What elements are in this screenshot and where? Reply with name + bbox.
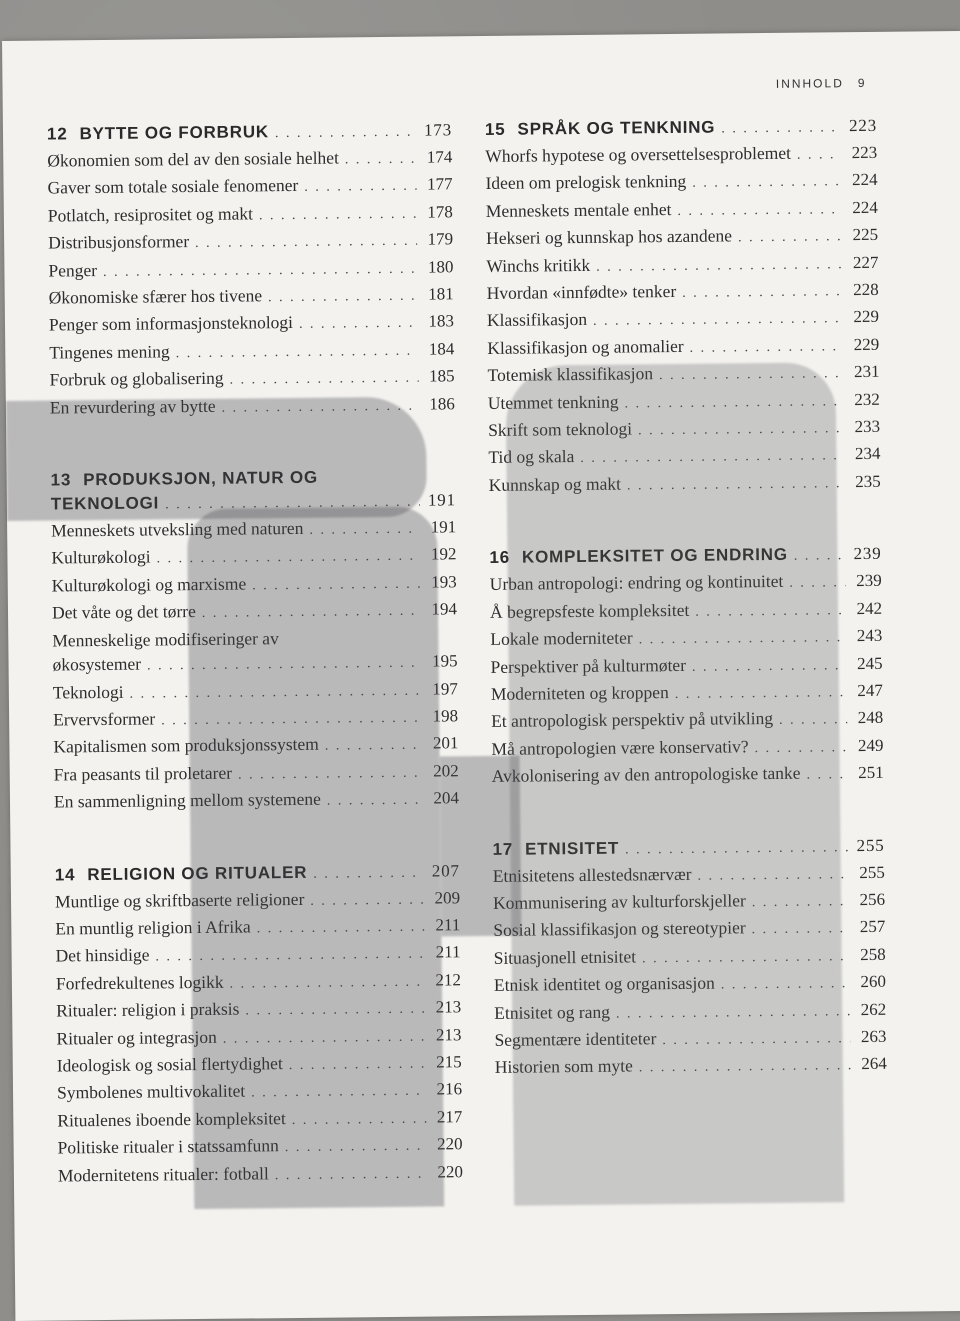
toc-entry[interactable]	[487, 304, 879, 336]
entry-title: Kulturøkologi og marxisme	[51, 573, 247, 596]
entry-title: Kommunisering av kulturforskjeller	[492, 890, 746, 913]
chapter-title: RELIGION OG RITUALER	[87, 862, 308, 884]
entry-page-number: 212	[435, 970, 461, 990]
entry-page-number: 213	[435, 997, 462, 1017]
toc-entry[interactable]	[57, 1131, 462, 1163]
dot-leader	[221, 394, 419, 420]
entry-page-number: 245	[856, 653, 883, 673]
entry-page-number: 211	[435, 915, 461, 935]
toc-entry[interactable]	[490, 568, 882, 600]
dot-leader	[275, 1162, 427, 1188]
chapter-heading[interactable]	[485, 114, 877, 144]
dot-leader	[738, 225, 842, 250]
chapter-number: 13	[50, 470, 72, 490]
toc-entry[interactable]	[487, 277, 879, 309]
chapter-number: 16	[489, 548, 511, 568]
entry-page-number: 174	[426, 147, 453, 167]
dot-leader	[639, 626, 847, 653]
entry-page-number: 220	[437, 1134, 463, 1154]
entry-title: Tid og skala	[488, 446, 575, 468]
entry-page-number: 256	[859, 889, 886, 910]
dot-leader	[721, 116, 841, 141]
toc-entry[interactable]	[488, 414, 880, 446]
entry-title: Moderniteten og kroppen	[490, 681, 669, 704]
toc-entry[interactable]	[495, 1051, 887, 1083]
toc-entry[interactable]	[490, 623, 882, 655]
entry-title: Etnisk identitet og organisasjon	[493, 972, 715, 996]
toc-entry[interactable]	[57, 1104, 462, 1136]
dot-leader	[662, 1027, 850, 1053]
entry-title: Utemmet tenkning	[487, 391, 619, 413]
entry-title: Må antropologien være konservativ?	[491, 735, 749, 759]
chapter-title: BYTTE OG FORBRUK	[79, 122, 270, 144]
toc-entry[interactable]	[55, 885, 460, 917]
entry-page-number: 211	[435, 942, 461, 962]
entry-title: Perspektiver på kulturmøter	[490, 654, 687, 677]
entry-title: Lokale moderniteter	[490, 627, 633, 650]
entry-page-number: 235	[855, 471, 881, 491]
entry-page-number: 192	[430, 544, 457, 565]
entry-title: Forfedrekultenes logikk	[55, 971, 224, 994]
dot-leader	[304, 175, 416, 201]
dot-leader	[692, 654, 847, 680]
entry-title: Symbolenes multivokalitet	[56, 1080, 246, 1103]
dot-leader	[268, 285, 418, 311]
entry-page-number: 224	[852, 197, 878, 217]
entry-title: Menneskets utveksling med naturen	[51, 517, 304, 541]
entry-title: Whorfs hypotese og oversettelsesproblemet	[485, 142, 792, 166]
entry-title: Ritualer: religion i praksis	[56, 998, 240, 1021]
dot-leader	[299, 312, 418, 338]
entry-page-number: 213	[435, 1024, 462, 1045]
chapter-heading[interactable]	[47, 118, 452, 148]
entry-page-number: 215	[436, 1052, 462, 1072]
chapter-section	[51, 464, 460, 817]
dot-leader	[677, 198, 842, 224]
dot-leader	[779, 709, 847, 734]
toc-entry[interactable]	[485, 140, 877, 172]
dot-leader	[289, 1053, 426, 1079]
entry-title: Fra peasants til proletarer	[53, 762, 233, 785]
dot-leader	[313, 861, 424, 886]
entry-title: Modernitetens ritualer: fotball	[57, 1162, 269, 1186]
toc-entry[interactable]	[48, 199, 453, 231]
toc-entry[interactable]	[494, 1024, 886, 1056]
chapter-section	[485, 114, 881, 500]
dot-leader	[155, 943, 424, 970]
dot-leader	[257, 916, 425, 942]
chapter-page-number: 191	[427, 490, 456, 510]
toc-entry-continued[interactable]	[52, 648, 457, 680]
dot-leader	[310, 888, 424, 914]
dot-leader	[285, 1135, 427, 1161]
entry-title: Hvordan «innfødte» tenker	[486, 281, 677, 303]
entry-page-number: 258	[860, 944, 886, 964]
entry-title: Politiske ritualer i statssamfunn	[57, 1135, 279, 1158]
dot-leader	[129, 679, 422, 706]
entry-title: Sosial klassifikasjon og stereotypier	[493, 917, 746, 941]
chapter-page-number: 239	[853, 544, 882, 564]
chapter-title: ETNISITET	[524, 838, 620, 859]
entry-page-number: 225	[852, 225, 879, 245]
toc-entry[interactable]	[54, 758, 459, 790]
entry-page-number: 232	[854, 389, 880, 409]
dot-leader	[593, 308, 843, 335]
entry-title: Kapitalismen som produksjonssystem	[53, 734, 319, 757]
dot-leader	[692, 171, 842, 197]
entry-page-number: 197	[432, 678, 458, 699]
header-section: INNHOLD	[775, 76, 844, 91]
dot-leader	[721, 972, 850, 998]
toc-entry[interactable]	[58, 1159, 463, 1191]
entry-page-number: 255	[859, 862, 885, 882]
entry-page-number: 202	[433, 760, 459, 781]
dot-leader	[806, 763, 847, 788]
toc-entry[interactable]	[56, 967, 461, 999]
chapter-number: 15	[484, 119, 506, 139]
entry-page-number: 180	[427, 256, 454, 277]
toc-entry[interactable]	[49, 281, 454, 313]
dot-leader	[245, 998, 425, 1024]
toc-entry[interactable]	[55, 912, 460, 944]
toc-entry[interactable]	[494, 942, 886, 974]
entry-page-number: 193	[431, 572, 457, 592]
entry-page-number: 191	[430, 517, 457, 537]
toc-entry[interactable]	[57, 1049, 462, 1081]
dot-leader	[275, 121, 416, 146]
entry-page-number: 229	[853, 334, 880, 354]
entry-title: Potlatch, resiprositet og makt	[47, 203, 254, 226]
chapter-heading[interactable]	[489, 542, 881, 572]
entry-page-number: 262	[860, 999, 887, 1019]
entry-title: Menneskelige modifiseringer av	[52, 627, 279, 651]
entry-title: Ritualenes iboende kompleksitet	[57, 1107, 286, 1131]
entry-title: Gaver som totale sosiale fenomener	[47, 175, 299, 198]
toc-entry[interactable]	[51, 514, 456, 546]
entry-page-number: 194	[431, 599, 458, 619]
toc-entry[interactable]	[488, 441, 880, 473]
entry-page-number: 183	[428, 311, 455, 332]
entry-title: Ideen om prelogisk tenkning	[485, 171, 687, 194]
dot-leader	[157, 545, 421, 572]
dot-leader	[616, 1000, 851, 1027]
entry-page-number: 195	[431, 651, 458, 671]
entry-page-number: 185	[428, 366, 455, 386]
toc-entry[interactable]	[51, 542, 456, 574]
chapter-title: SPRÅK OG TENKNING	[517, 117, 716, 139]
running-header	[776, 76, 865, 91]
entry-title: Totemisk klassifikasjon	[487, 363, 654, 386]
entry-title: Urban antropologi: endring og kontinuitet	[489, 571, 784, 595]
dot-leader	[345, 148, 417, 173]
dot-leader	[697, 863, 848, 889]
entry-page-number: 263	[860, 1026, 887, 1047]
dot-leader	[794, 544, 846, 569]
entry-title: Segmentære identiteter	[494, 1028, 657, 1050]
entry-title: Kunnskap og makt	[488, 473, 622, 495]
dot-leader	[752, 890, 850, 915]
dot-leader	[223, 1025, 426, 1052]
toc-entry[interactable]	[489, 469, 881, 501]
toc-entry[interactable]	[52, 569, 457, 601]
entry-title: Etnisitetens allestedsnærvær	[492, 863, 692, 886]
toc-entry[interactable]	[49, 336, 454, 368]
entry-title: Distribusjonsformer	[48, 231, 190, 253]
dot-leader	[695, 599, 846, 625]
toc-entry[interactable]	[56, 1022, 461, 1054]
toc-entry[interactable]	[486, 249, 878, 281]
toc-right-column	[485, 114, 888, 1129]
dot-leader	[625, 836, 849, 862]
toc-entry[interactable]	[47, 144, 452, 176]
dot-leader	[161, 707, 422, 734]
entry-title: Det våte og det tørre	[51, 601, 196, 623]
toc-entry[interactable]	[49, 309, 454, 341]
dot-leader	[627, 472, 845, 499]
entry-title: Kulturøkologi	[51, 546, 151, 568]
dot-leader	[238, 761, 423, 787]
chapter-title: TEKNOLOGI	[50, 493, 160, 514]
entry-page-number: 223	[851, 142, 878, 163]
entry-page-number: 233	[854, 416, 881, 437]
entry-title: Historien som myte	[494, 1055, 633, 1078]
entry-title: En muntlig religion i Afrika	[55, 916, 251, 939]
entry-title: Klassifikasjon og anomalier	[487, 335, 684, 358]
toc-entry[interactable]	[54, 785, 459, 817]
dot-leader	[675, 681, 847, 707]
chapter-section	[47, 118, 455, 422]
toc-entry[interactable]	[492, 760, 884, 792]
entry-title: Tingenes mening	[49, 341, 170, 363]
toc-entry[interactable]	[488, 387, 880, 419]
entry-page-number: 242	[856, 598, 883, 618]
chapter-page-number: 207	[431, 860, 460, 881]
dot-leader	[176, 340, 419, 367]
entry-page-number: 179	[427, 229, 454, 249]
entry-page-number: 216	[436, 1079, 463, 1099]
dot-leader	[292, 1107, 427, 1133]
chapter-number: 14	[54, 864, 76, 885]
chapter-heading[interactable]	[492, 833, 884, 863]
chapter-page-number: 255	[856, 835, 885, 855]
entry-page-number: 228	[853, 279, 879, 300]
dot-leader	[259, 202, 417, 228]
toc-entry[interactable]	[50, 391, 455, 423]
entry-title: Ervervsformer	[53, 708, 156, 730]
entry-page-number: 247	[857, 680, 883, 701]
toc-entry[interactable]	[491, 733, 883, 765]
entry-page-number: 227	[852, 252, 879, 272]
entry-page-number: 178	[427, 202, 453, 222]
toc-entry[interactable]	[491, 678, 883, 710]
entry-page-number: 204	[433, 788, 460, 808]
dot-leader	[229, 367, 418, 393]
dot-leader	[251, 1080, 426, 1106]
toc-entry[interactable]	[487, 359, 879, 391]
toc-entry[interactable]	[494, 996, 886, 1028]
entry-page-number: 186	[429, 393, 455, 414]
header-page-number: 9	[857, 75, 865, 91]
toc-entry[interactable]	[491, 705, 883, 737]
entry-title: Teknologi	[52, 681, 124, 703]
chapter-page-number: 223	[848, 115, 878, 136]
entry-title: Hekseri og kunnskap hos azandene	[486, 225, 733, 249]
entry-title: økosystemer	[52, 653, 142, 675]
entry-page-number: 177	[426, 174, 453, 194]
dot-leader	[638, 417, 844, 444]
toc-entry[interactable]	[55, 940, 460, 972]
chapter-section	[55, 859, 463, 1191]
dot-leader	[624, 390, 843, 417]
entry-page-number: 229	[853, 307, 880, 327]
dot-leader	[195, 230, 417, 257]
toc-entry[interactable]	[57, 1077, 462, 1109]
toc-left-column	[47, 118, 464, 1236]
entry-page-number: 264	[861, 1054, 887, 1074]
dot-leader	[659, 362, 844, 388]
chapter-section	[492, 833, 887, 1082]
entry-page-number: 198	[432, 706, 459, 726]
entry-page-number: 251	[858, 762, 884, 783]
entry-title: Etnisitet og rang	[494, 1001, 611, 1023]
toc-entry[interactable]	[53, 676, 458, 708]
toc-entry[interactable]	[490, 596, 882, 628]
entry-title: Penger	[48, 259, 98, 281]
chapter-number: 17	[492, 839, 514, 859]
dot-leader	[327, 789, 423, 814]
dot-leader	[165, 491, 420, 518]
entry-page-number: 239	[856, 571, 882, 591]
dot-leader	[103, 257, 418, 285]
dot-leader	[754, 736, 847, 761]
chapter-heading[interactable]	[55, 859, 460, 889]
chapter-title: PRODUKSJON, NATUR OG	[83, 467, 319, 490]
toc-entry[interactable]	[48, 227, 453, 259]
toc-entry[interactable]	[52, 597, 457, 629]
entry-title: En sammenligning mellom systemene	[53, 788, 321, 812]
toc-entry[interactable]	[53, 703, 458, 735]
dot-leader	[596, 253, 842, 280]
dot-leader	[639, 1055, 851, 1082]
entry-page-number: 181	[428, 284, 454, 304]
dot-leader	[229, 970, 425, 996]
entry-page-number: 231	[853, 362, 880, 382]
entry-title: Winchs kritikk	[486, 254, 591, 276]
toc-entry[interactable]	[486, 222, 878, 254]
entry-title: Et antropologisk perspektiv på utvikling	[491, 708, 774, 732]
chapter-heading[interactable]	[51, 464, 457, 518]
entry-title: Klassifikasjon	[486, 309, 588, 331]
dot-leader	[642, 945, 850, 972]
toc-entry[interactable]	[48, 254, 453, 286]
toc-entry[interactable]	[494, 969, 886, 1001]
entry-page-number: 220	[437, 1161, 463, 1182]
entry-title: Menneskets mentale enhet	[485, 198, 672, 221]
chapter-page-number: 173	[423, 120, 453, 140]
entry-page-number: 209	[434, 887, 461, 908]
toc-entry[interactable]	[493, 914, 885, 946]
dot-leader	[325, 734, 423, 759]
entry-page-number: 243	[856, 625, 883, 646]
entry-page-number: 234	[854, 444, 881, 464]
dot-leader	[682, 280, 843, 306]
toc-entry[interactable]	[493, 887, 885, 919]
entry-page-number: 248	[857, 708, 884, 728]
toc-entry[interactable]	[487, 332, 879, 364]
entry-page-number: 217	[436, 1107, 463, 1127]
dot-leader	[252, 573, 421, 599]
dot-leader	[147, 652, 422, 679]
dot-leader	[789, 571, 846, 596]
toc-entry[interactable]	[486, 195, 878, 227]
toc-entry[interactable]	[47, 172, 452, 204]
dot-leader	[752, 918, 850, 943]
entry-title: Ritualer og integrasjon	[56, 1026, 217, 1049]
entry-title: Situasjonell etnisitet	[493, 946, 637, 968]
dot-leader	[580, 445, 844, 472]
entry-title: Å begrepsfeste kompleksitet	[489, 599, 690, 622]
toc-entry[interactable]	[490, 650, 882, 682]
entry-page-number: 260	[860, 971, 887, 992]
entry-page-number: 257	[859, 917, 886, 937]
entry-title: Ideologisk og sosial flertydighet	[56, 1053, 283, 1076]
entry-page-number: 249	[857, 735, 884, 755]
book-page	[2, 31, 960, 1321]
entry-title: Avkolonisering av den antropologiske tanke	[491, 762, 801, 787]
toc-entry[interactable]	[56, 994, 461, 1026]
dot-leader	[690, 335, 844, 361]
entry-title: Penger som informasjonsteknologi	[48, 312, 294, 335]
toc-entry[interactable]	[49, 364, 454, 396]
dot-leader	[202, 600, 421, 627]
entry-page-number: 224	[851, 170, 878, 190]
entry-title: Økonomiske sfærer hos tivene	[48, 285, 263, 308]
entry-title: Forbruk og globalisering	[49, 367, 224, 390]
entry-title: Muntlige og skriftbaserte religioner	[54, 888, 305, 912]
dot-leader	[797, 143, 842, 168]
entry-page-number: 201	[432, 733, 459, 753]
entry-title: En revurdering av bytte	[49, 395, 216, 418]
toc-entry[interactable]	[493, 859, 885, 891]
chapter-section	[489, 542, 884, 791]
toc-entry[interactable]	[485, 167, 877, 199]
entry-title: Det hinsidige	[55, 944, 150, 966]
toc-entry[interactable]	[53, 731, 458, 763]
chapter-title: KOMPLEKSITET OG ENDRING	[521, 545, 788, 567]
entry-title: Skrift som teknologi	[488, 418, 633, 441]
dot-leader	[309, 518, 420, 544]
chapter-heading-line	[51, 488, 456, 518]
chapter-number: 12	[46, 124, 68, 144]
entry-page-number: 184	[428, 339, 455, 359]
entry-title: Økonomien som del av den sosiale helhet	[47, 147, 339, 171]
